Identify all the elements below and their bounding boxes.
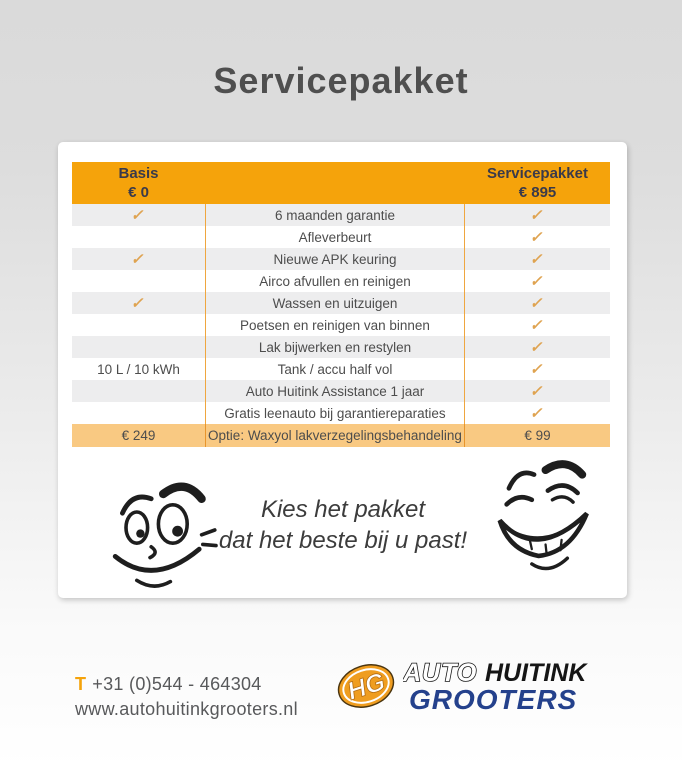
check-icon: ✓: [528, 251, 546, 268]
table-row: [72, 336, 610, 358]
feature-cell: Airco afvullen en reinigen: [205, 270, 465, 292]
option-row: [72, 424, 610, 447]
service-card: [58, 142, 627, 598]
basis-price: € 0: [128, 184, 149, 201]
smiley-laughing-icon: [486, 454, 612, 580]
check-icon: ✓: [528, 339, 546, 356]
tagline: [178, 494, 508, 556]
basis-cell: [72, 292, 205, 314]
phone-prefix: T: [75, 674, 87, 694]
service-cell: [465, 336, 610, 358]
basis-cell: [72, 336, 205, 358]
table-row: [72, 204, 610, 226]
feature-cell: Wassen en uitzuigen: [205, 292, 465, 314]
check-icon: ✓: [528, 295, 546, 312]
basis-cell: [72, 226, 205, 248]
table-rows: [72, 204, 610, 424]
basis-cell: 10 L / 10 kWh: [97, 361, 180, 377]
service-cell: [465, 270, 610, 292]
check-icon: ✓: [129, 251, 147, 268]
comparison-table: [72, 162, 610, 447]
service-cell: [465, 248, 610, 270]
basis-cell: [72, 314, 205, 336]
table-row: [72, 358, 610, 380]
servicepakket-label: Servicepakket: [487, 165, 588, 182]
check-icon: ✓: [129, 207, 147, 224]
service-cell: [465, 402, 610, 424]
check-icon: ✓: [528, 229, 546, 246]
check-icon: ✓: [129, 295, 147, 312]
basis-cell: [72, 402, 205, 424]
table-row: [72, 270, 610, 292]
feature-cell: 6 maanden garantie: [205, 204, 465, 226]
feature-cell: Afleverbeurt: [205, 226, 465, 248]
servicepakket-column-header: [465, 162, 610, 204]
feature-cell: Poetsen en reinigen van binnen: [205, 314, 465, 336]
table-row: [72, 380, 610, 402]
option-feature: Optie: Waxyol lakverzegelingsbehandeling: [205, 424, 465, 447]
feature-column-header: [205, 162, 465, 204]
table-header: [72, 162, 610, 204]
phone-line: [75, 672, 298, 697]
check-icon: ✓: [528, 405, 546, 422]
basis-label: Basis: [118, 165, 159, 182]
service-cell: [465, 204, 610, 226]
phone-number: +31 (0)544 - 464304: [92, 674, 262, 694]
website: www.autohuitinkgrooters.nl: [75, 699, 298, 719]
feature-cell: Tank / accu half vol: [205, 358, 465, 380]
service-cell: [465, 358, 610, 380]
option-basis-price: € 249: [121, 428, 156, 443]
check-icon: ✓: [528, 317, 546, 334]
service-cell: [465, 226, 610, 248]
table-row: [72, 226, 610, 248]
feature-cell: Lak bijwerken en restylen: [205, 336, 465, 358]
basis-column-header: [72, 162, 205, 204]
option-service-price: € 99: [524, 428, 551, 443]
check-icon: ✓: [528, 207, 546, 224]
contact-block: [75, 672, 298, 722]
check-icon: ✓: [528, 361, 546, 378]
logo-word-grooters: GROOTERS: [409, 684, 578, 715]
table-row: [72, 314, 610, 336]
logo-wordmark: [403, 657, 628, 715]
hg-badge-text: HG: [343, 667, 389, 706]
table-row: [72, 402, 610, 424]
service-cell: [465, 314, 610, 336]
tagline-line1: Kies het pakket: [260, 496, 426, 523]
feature-cell: Nieuwe APK keuring: [205, 248, 465, 270]
basis-cell: [72, 270, 205, 292]
table-row: [72, 248, 610, 270]
logo-word-auto: AUTO: [403, 659, 478, 687]
hg-badge-icon: [335, 656, 397, 716]
tagline-line2: dat het beste bij u past!: [218, 527, 468, 554]
service-cell: [465, 292, 610, 314]
servicepakket-price: € 895: [518, 184, 557, 201]
dealer-logo: [335, 656, 628, 716]
logo-word-huitink: HUITINK: [485, 659, 587, 687]
feature-cell: Auto Huitink Assistance 1 jaar: [205, 380, 465, 402]
basis-cell: [72, 248, 205, 270]
page-title: Servicepakket: [213, 60, 469, 101]
basis-cell: [72, 380, 205, 402]
check-icon: ✓: [528, 383, 546, 400]
basis-cell: [72, 204, 205, 226]
service-cell: [465, 380, 610, 402]
check-icon: ✓: [528, 273, 546, 290]
table-row: [72, 292, 610, 314]
feature-cell: Gratis leenauto bij garantiereparaties: [205, 402, 465, 424]
